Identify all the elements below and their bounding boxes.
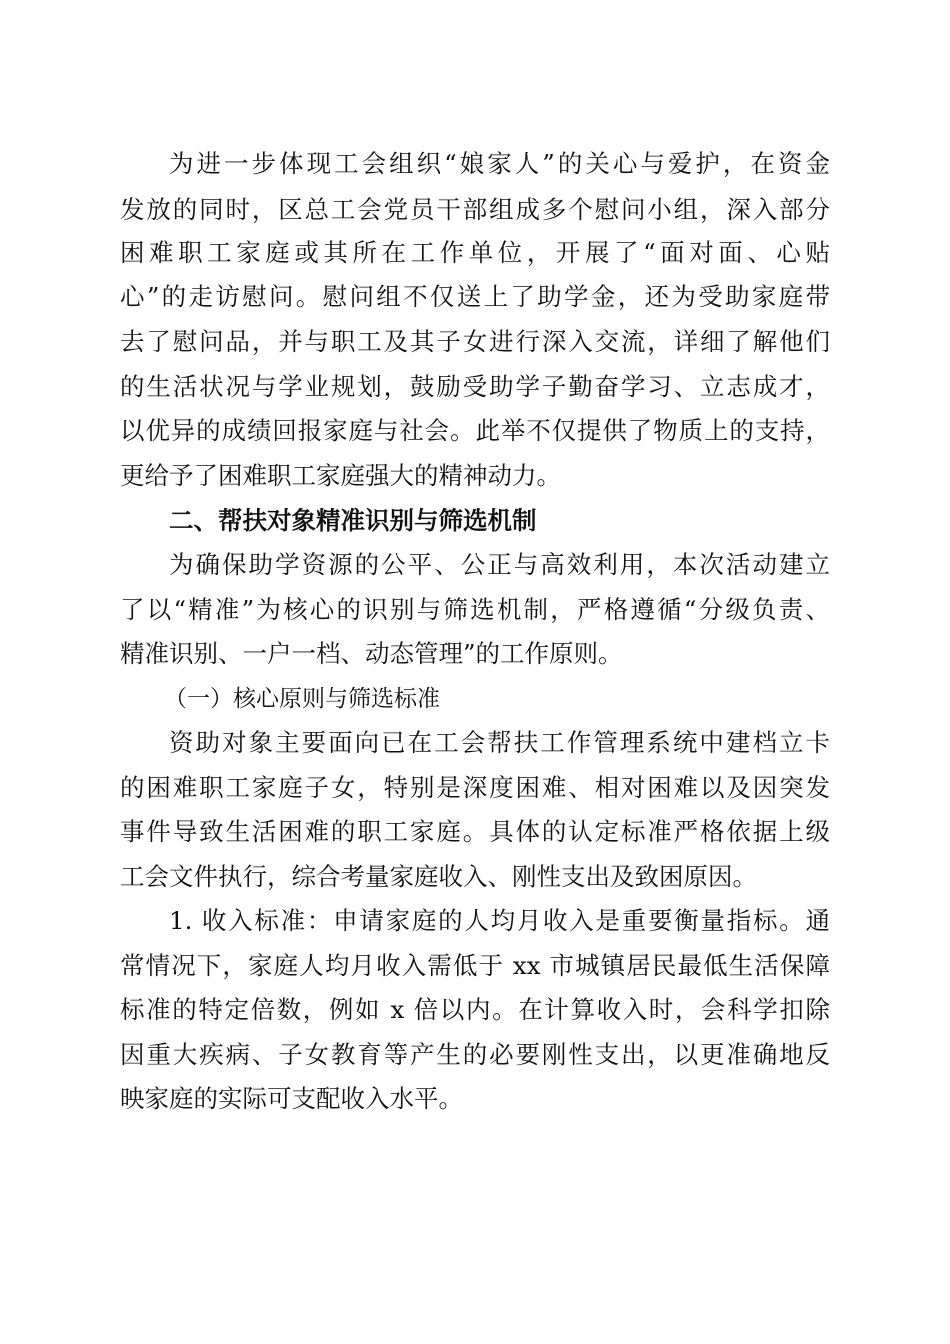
paragraph-line: 了以“精准”为核心的识别与筛选机制，严格遵循“分级负责、 — [120, 595, 830, 624]
section-heading: 二、帮扶对象精准识别与筛选机制 — [169, 506, 537, 535]
paragraph-line: 以优异的成绩回报家庭与社会。此举不仅提供了物质上的支持， — [120, 416, 830, 445]
paragraph-line: 为进一步体现工会组织“娘家人”的关心与爱护，在资金 — [169, 149, 830, 178]
paragraph-line: 事件导致生活困难的职工家庭。具体的认定标准严格依据上级 — [120, 817, 830, 846]
paragraph-line: 心”的走访慰问。慰问组不仅送上了助学金，还为受助家庭带 — [120, 282, 830, 311]
paragraph-line: 映家庭的实际可支配收入水平。 — [120, 1084, 463, 1113]
paragraph-line: 为确保助学资源的公平、公正与高效利用，本次活动建立 — [169, 550, 830, 579]
paragraph-line: 标准的特定倍数，例如 x 倍以内。在计算收入时，会科学扣除 — [120, 995, 830, 1024]
paragraph-line: 去了慰问品，并与职工及其子女进行深入交流，详细了解他们 — [120, 327, 830, 356]
paragraph-line: 因重大疾病、子女教育等产生的必要刚性支出，以更准确地反 — [120, 1040, 830, 1069]
paragraph-line: 资助对象主要面向已在工会帮扶工作管理系统中建档立卡 — [169, 728, 830, 757]
paragraph-line: 的困难职工家庭子女，特别是深度困难、相对困难以及因突发 — [120, 773, 830, 802]
paragraph-line: 困难职工家庭或其所在工作单位，开展了“面对面、心贴 — [120, 238, 830, 267]
paragraph-line: 1. 收入标准：申请家庭的人均月收入是重要衡量指标。通 — [169, 906, 830, 935]
paragraph-line: 发放的同时，区总工会党员干部组成多个慰问小组，深入部分 — [120, 195, 830, 224]
paragraph-line: 更给予了困难职工家庭强大的精神动力。 — [120, 461, 561, 490]
paragraph-line: 精准识别、一户一档、动态管理”的工作原则。 — [120, 639, 623, 668]
paragraph-line: 的生活状况与学业规划，鼓励受助学子勤奋学习、立志成才， — [120, 372, 830, 401]
paragraph-line: 工会文件执行，综合考量家庭收入、刚性支出及致困原因。 — [120, 862, 757, 891]
subsection-heading: （一）核心原则与筛选标准 — [164, 686, 440, 712]
paragraph-line: 常情况下，家庭人均月收入需低于 xx 市城镇居民最低生活保障 — [120, 951, 830, 980]
